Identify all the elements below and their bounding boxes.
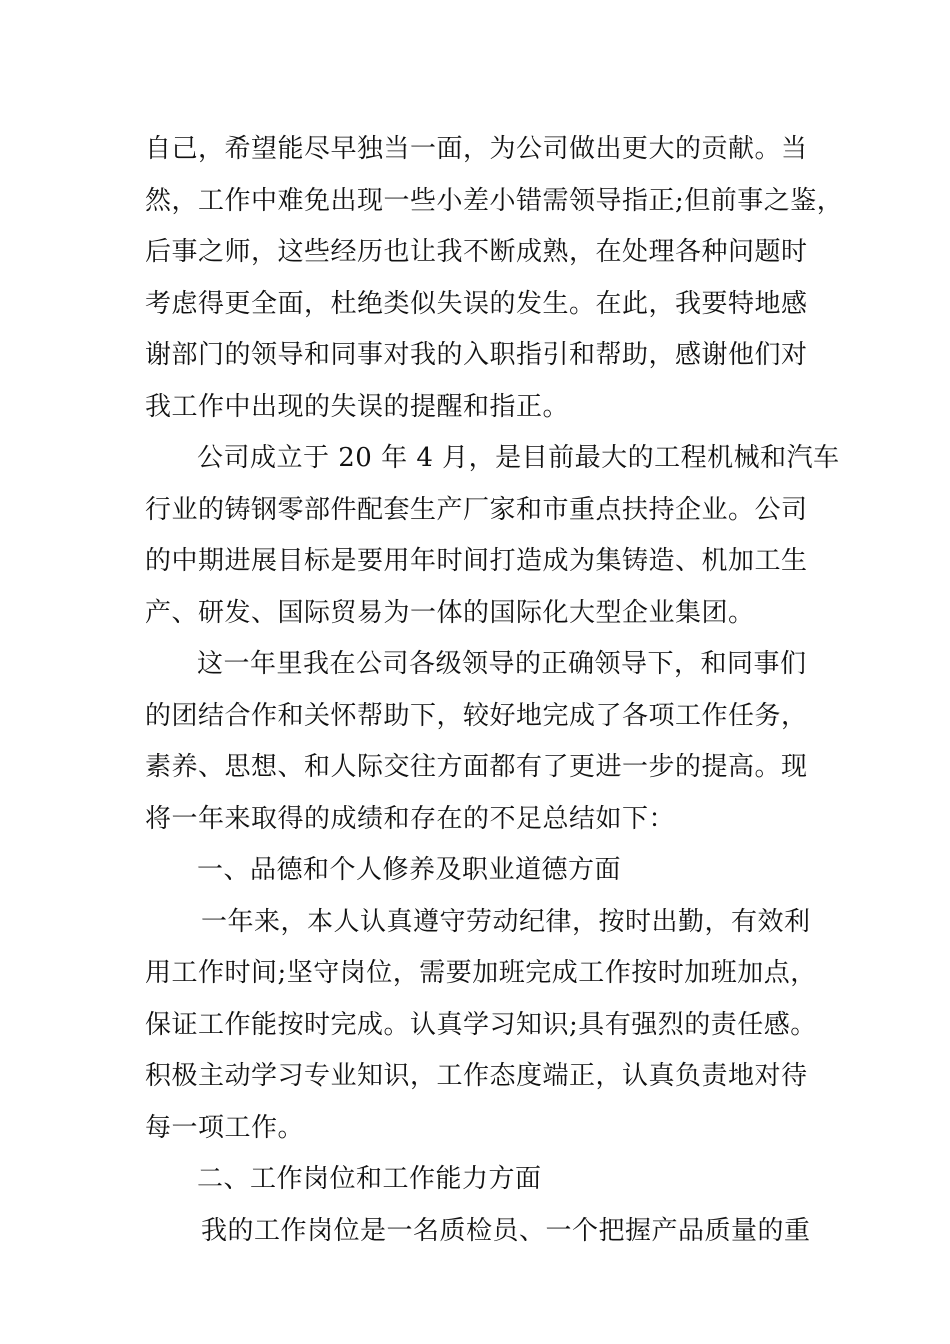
document-body bbox=[145, 124, 844, 1257]
text-line: 素养、思想、和人际交往方面都有了更进一步的提高。现 bbox=[145, 752, 808, 782]
text-line-paragraph-start: 公司成立于 20 年 4 月，是目前最大的工程机械和汽车 bbox=[197, 443, 840, 473]
text-line: 谢部门的领导和同事对我的入职指引和帮助，感谢他们对 bbox=[145, 340, 808, 370]
section-heading: 二、工作岗位和工作能力方面 bbox=[197, 1164, 542, 1194]
text-line: 后事之师，这些经历也让我不断成熟，在处理各种问题时 bbox=[145, 237, 808, 267]
text-line: 将一年来取得的成绩和存在的不足总结如下： bbox=[145, 803, 676, 834]
text-line: 我工作中出现的失误的提醒和指正。 bbox=[145, 391, 570, 422]
text-line: 保证工作能按时完成。认真学习知识;具有强烈的责任感。 bbox=[145, 1009, 817, 1040]
text-line: 用工作时间;坚守岗位，需要加班完成工作按时加班加点， bbox=[145, 958, 817, 988]
text-line-paragraph-start: 一年来，本人认真遵守劳动纪律，按时出勤，有效利 bbox=[201, 906, 811, 937]
text-line: 积极主动学习专业知识，工作态度端正，认真负责地对待 bbox=[145, 1061, 808, 1091]
text-line: 考虑得更全面，杜绝类似失误的发生。在此，我要特地感 bbox=[145, 288, 808, 319]
text-line: 然，工作中难免出现一些小差小错需领导指正;但前事之鉴， bbox=[145, 185, 844, 216]
text-line: 行业的铸钢零部件配套生产厂家和市重点扶持企业。公司 bbox=[145, 494, 808, 525]
text-line: 的中期进展目标是要用年时间打造成为集铸造、机加工生 bbox=[145, 546, 808, 576]
text-line-paragraph-start: 这一年里我在公司各级领导的正确领导下，和同事们 bbox=[197, 649, 807, 679]
text-line: 每一项工作。 bbox=[145, 1112, 305, 1143]
section-heading: 一、品德和个人修养及职业道德方面 bbox=[197, 855, 622, 885]
text-line: 产、研发、国际贸易为一体的国际化大型企业集团。 bbox=[145, 597, 755, 628]
text-line-paragraph-start: 我的工作岗位是一名质检员、一个把握产品质量的重 bbox=[201, 1215, 811, 1246]
text-line: 的团结合作和关怀帮助下，较好地完成了各项工作任务， bbox=[145, 700, 808, 731]
text-line: 自己，希望能尽早独当一面，为公司做出更大的贡献。当 bbox=[145, 134, 808, 164]
